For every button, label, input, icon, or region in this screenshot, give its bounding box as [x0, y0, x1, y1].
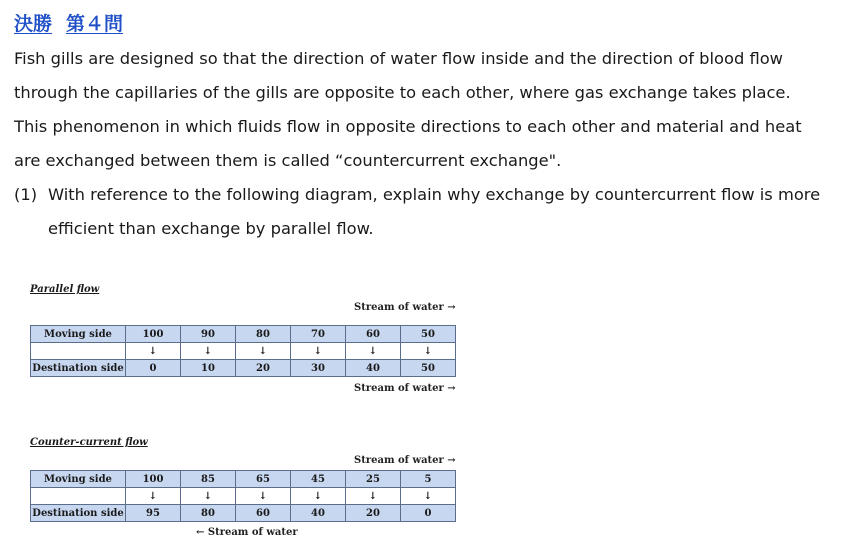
- parallel-stream-bottom: Stream of water →: [354, 383, 456, 394]
- moving-value: 70: [291, 326, 346, 343]
- down-arrow-icon: ↓: [401, 343, 456, 360]
- destination-value: 0: [126, 360, 181, 377]
- moving-value: 85: [181, 471, 236, 488]
- moving-value: 100: [126, 326, 181, 343]
- question-line: With reference to the following diagram, explain why exchange by countercurrent flow is more: [48, 185, 821, 204]
- destination-value: 40: [291, 505, 346, 522]
- destination-row: [31, 360, 456, 377]
- moving-value: 45: [291, 471, 346, 488]
- down-arrow-icon: ↓: [126, 488, 181, 505]
- moving-row: [31, 326, 456, 343]
- question-line: efficient than exchange by parallel flow.: [48, 219, 374, 238]
- arrow-row: [31, 488, 456, 505]
- counter-flow-title: Counter-current flow: [30, 437, 148, 448]
- moving-value: 90: [181, 326, 236, 343]
- parallel-flow-title: Parallel flow: [30, 284, 100, 295]
- question-number: (1): [14, 185, 38, 204]
- moving-value: 25: [346, 471, 401, 488]
- heading-final-label: 決勝: [14, 13, 53, 35]
- paragraph-line: through the capillaries of the gills are opposite to each other, where gas exchange takes place.: [14, 83, 791, 102]
- moving-value: 60: [346, 326, 401, 343]
- question-text: [48, 178, 838, 246]
- down-arrow-icon: ↓: [401, 488, 456, 505]
- empty-label-cell: [31, 488, 126, 505]
- destination-value: 0: [401, 505, 456, 522]
- parallel-stream-top: Stream of water →: [354, 302, 456, 313]
- problem-heading: [14, 9, 137, 36]
- down-arrow-icon: ↓: [291, 343, 346, 360]
- destination-value: 60: [236, 505, 291, 522]
- paragraph-line: Fish gills are designed so that the direction of water flow inside and the direction of blood flow: [14, 49, 783, 68]
- down-arrow-icon: ↓: [236, 488, 291, 505]
- paragraph-line: This phenomenon in which fluids flow in opposite directions to each other and material and heat: [14, 117, 802, 136]
- down-arrow-icon: ↓: [236, 343, 291, 360]
- moving-value: 5: [401, 471, 456, 488]
- moving-value: 80: [236, 326, 291, 343]
- down-arrow-icon: ↓: [346, 343, 401, 360]
- down-arrow-icon: ↓: [181, 343, 236, 360]
- paragraph-line: are exchanged between them is called “countercurrent exchange".: [14, 151, 562, 170]
- moving-value: 100: [126, 471, 181, 488]
- destination-row: [31, 505, 456, 522]
- destination-value: 20: [346, 505, 401, 522]
- moving-side-label: Moving side: [31, 326, 126, 343]
- counter-stream-bottom: ← Stream of water: [196, 527, 298, 538]
- down-arrow-icon: ↓: [291, 488, 346, 505]
- destination-side-label: Destination side: [31, 360, 126, 377]
- moving-value: 65: [236, 471, 291, 488]
- destination-value: 50: [401, 360, 456, 377]
- destination-value: 40: [346, 360, 401, 377]
- down-arrow-icon: ↓: [181, 488, 236, 505]
- destination-side-label: Destination side: [31, 505, 126, 522]
- empty-label-cell: [31, 343, 126, 360]
- down-arrow-icon: ↓: [126, 343, 181, 360]
- arrow-row: [31, 343, 456, 360]
- down-arrow-icon: ↓: [346, 488, 401, 505]
- destination-value: 80: [181, 505, 236, 522]
- destination-value: 95: [126, 505, 181, 522]
- counter-flow-table: [30, 470, 456, 522]
- parallel-flow-table: [30, 325, 456, 377]
- moving-side-label: Moving side: [31, 471, 126, 488]
- intro-paragraph: [14, 42, 836, 178]
- moving-row: [31, 471, 456, 488]
- moving-value: 50: [401, 326, 456, 343]
- destination-value: 30: [291, 360, 346, 377]
- destination-value: 10: [181, 360, 236, 377]
- counter-stream-top: Stream of water →: [354, 455, 456, 466]
- heading-problem-number: 第４問: [66, 13, 124, 35]
- destination-value: 20: [236, 360, 291, 377]
